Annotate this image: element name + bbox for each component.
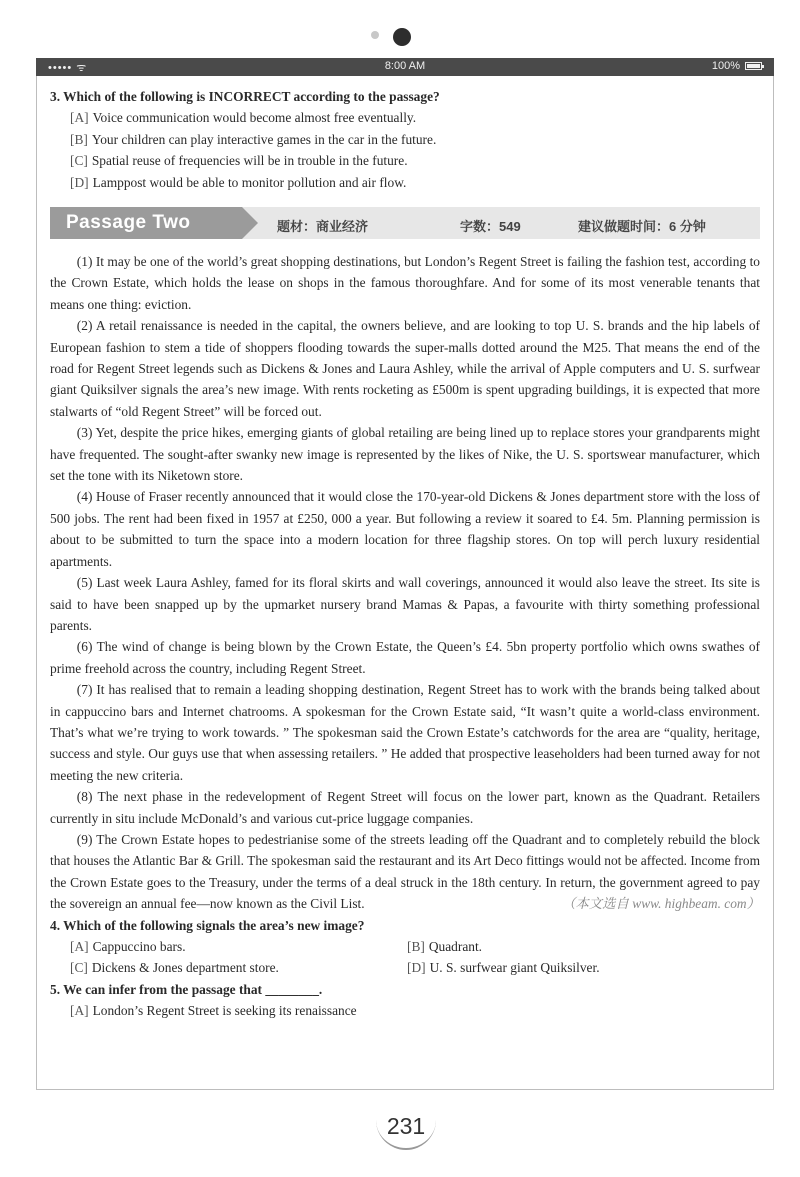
paragraph-8: (8) The next phase in the redevelopment of Regent Street will focus on the lower part, known as the Quadrant. Retailers currently in situ include McDonald’s and various cut-price luggage companies. <box>50 789 760 826</box>
question-4 <box>50 915 760 979</box>
option-c[interactable] <box>50 150 760 172</box>
question-stem: 3. Which of the following is INCORRECT according to the passage? <box>50 89 440 104</box>
option-key: [B] <box>70 131 88 147</box>
page-content <box>50 86 760 1021</box>
paragraph-1: (1) It may be one of the world’s great shopping destinations, but London’s Regent Street is failing the fashion test, according to the Crown Estate, which holds the lease on shops in the famous thoroughfare. And for some of its most venerable tenants that means one thing: eviction. <box>50 254 760 312</box>
light-sensor <box>371 31 379 39</box>
paragraph-9: (9) The Crown Estate hopes to pedestrianise some of the streets leading off the Quadrant and to completely rebuild the block that houses the Atlantic Bar & Grill. The spokesman said the restaurant and its Art Deco fittings would not be affected. Income from the Crown Estate goes to the Treasury, under the terms of a deal struck in the 18th century. In return, the government agreed to pay the sovereign an annual fee—now known as the Civil List. <box>50 831 760 912</box>
option-key: [C] <box>70 153 88 168</box>
passage-banner <box>50 207 760 239</box>
paragraph-4: (4) House of Fraser recently announced that it would close the 170-year-old Dickens & Jones department store with the loss of 500 jobs. The rent had been fixed in 1957 at £250, 000 a year. But following a review it soared to £4. 5m. Planning permission is about to be submitted to turn the space into a modern location for three flagship stores. On top will perch luxury residential apartments. <box>50 489 760 569</box>
option-b[interactable] <box>407 936 760 958</box>
passage-wordcount: 字数：549 <box>460 219 521 234</box>
option-d[interactable] <box>50 172 760 194</box>
passage-topic: 题材：商业经济 <box>277 219 369 234</box>
signal-icon: ••••• ᯤ <box>48 62 88 74</box>
passage-source: （本文选自 www. highbeam. com） <box>561 896 760 912</box>
battery-icon <box>745 62 762 70</box>
paragraph-2: (2) A retail renaissance is needed in the capital, the owners believe, and are looking to top U. S. brands and the hip labels of European fashion to stem a tide of shoppers flooding towards the super-malls dotted around the M25. That means the end of the road for Regent Street legends such as Dickens & Jones and Laura Ashley, while the arrival of Apple computers and U. S. surfwear giant Quiksilver signals the area’s new image. With rents rocketing as £500m is spent upgrading buildings, it is expected that more stalwarts of “old Regent Street” will be forced out. <box>50 318 760 419</box>
option-key: [A] <box>70 1002 89 1018</box>
tablet-camera <box>0 28 800 48</box>
option-text: Quadrant. <box>428 938 483 954</box>
paragraph-3: (3) Yet, despite the price hikes, emerging giants of global retailing are being lined up to replace stores your grandparents might have frequented. The sought-after swanky new image is represented by the likes of Nike, the U. S. sportswear manufacturer, which set the tone with its Niketown store. <box>50 425 760 484</box>
option-text: Your children can play interactive games in the car in the future. <box>91 131 437 147</box>
option-a[interactable] <box>70 936 407 958</box>
option-b[interactable] <box>50 129 760 151</box>
paragraph-5: (5) Last week Laura Ashley, famed for its floral skirts and wall coverings, announced it would also leave the street. Its site is said to have been snapped up by the upmarket nursery brand Mamas & Papas, a favourite with thirty something professional parents. <box>50 575 760 633</box>
passage-title: Passage Two <box>66 212 191 233</box>
question-stem: 5. We can infer from the passage that ________. <box>50 981 323 997</box>
status-time: 8:00 AM <box>384 60 426 72</box>
page-number: 231 <box>376 1104 436 1150</box>
paragraph-7: (7) It has realised that to remain a leading shopping destination, Regent Street has to work with the brands being talked about in cappuccino bars and Internet chatrooms. A spokesman for the Crown Estate said, “It wasn’t quite a world-class environment. That’s what we’re trying to work towards. ” The spokesman said the Crown Estate’s catchwords for the area are “quality, heritage, success and style. Our guys use that when assessing retailers. ” He added that prospective leaseholders had been turned away for not meeting the new criteria. <box>50 682 760 783</box>
option-a[interactable] <box>50 107 760 129</box>
status-bar <box>36 58 774 76</box>
option-text: Voice communication would become almost free eventually. <box>92 110 417 125</box>
option-key: [D] <box>70 174 89 190</box>
question-stem: 4. Which of the following signals the area’s new image? <box>50 917 365 933</box>
option-text: London’s Regent Street is seeking its renaissance <box>92 1002 357 1018</box>
option-a[interactable] <box>50 1000 760 1022</box>
option-text: U. S. surfwear giant Quiksilver. <box>429 960 600 976</box>
option-key: [D] <box>407 960 426 976</box>
option-key: [C] <box>70 960 88 976</box>
option-text: Lamppost would be able to monitor pollution and air flow. <box>92 174 407 190</box>
battery-percentage: 100% <box>711 60 740 72</box>
option-text: Dickens & Jones department store. <box>91 960 279 976</box>
option-text: Cappuccino bars. <box>92 938 186 954</box>
question-3 <box>50 86 760 193</box>
camera-lens <box>393 28 411 46</box>
options-grid <box>50 936 760 979</box>
paragraph-6: (6) The wind of change is being blown by the Crown Estate, the Queen’s £4. 5bn property portfolio which owns swathes of prime freehold across the country, including Regent Street. <box>50 639 760 676</box>
option-text: Spatial reuse of frequencies will be in trouble in the future. <box>91 153 408 168</box>
option-c[interactable] <box>70 957 407 979</box>
option-key: [A] <box>70 938 89 954</box>
option-d[interactable] <box>407 957 760 979</box>
option-key: [B] <box>407 938 425 954</box>
question-5 <box>50 979 760 1022</box>
passage-suggested-time: 建议做题时间：6 分钟 <box>578 219 706 234</box>
option-key: [A] <box>70 110 89 125</box>
passage-body <box>50 251 760 915</box>
